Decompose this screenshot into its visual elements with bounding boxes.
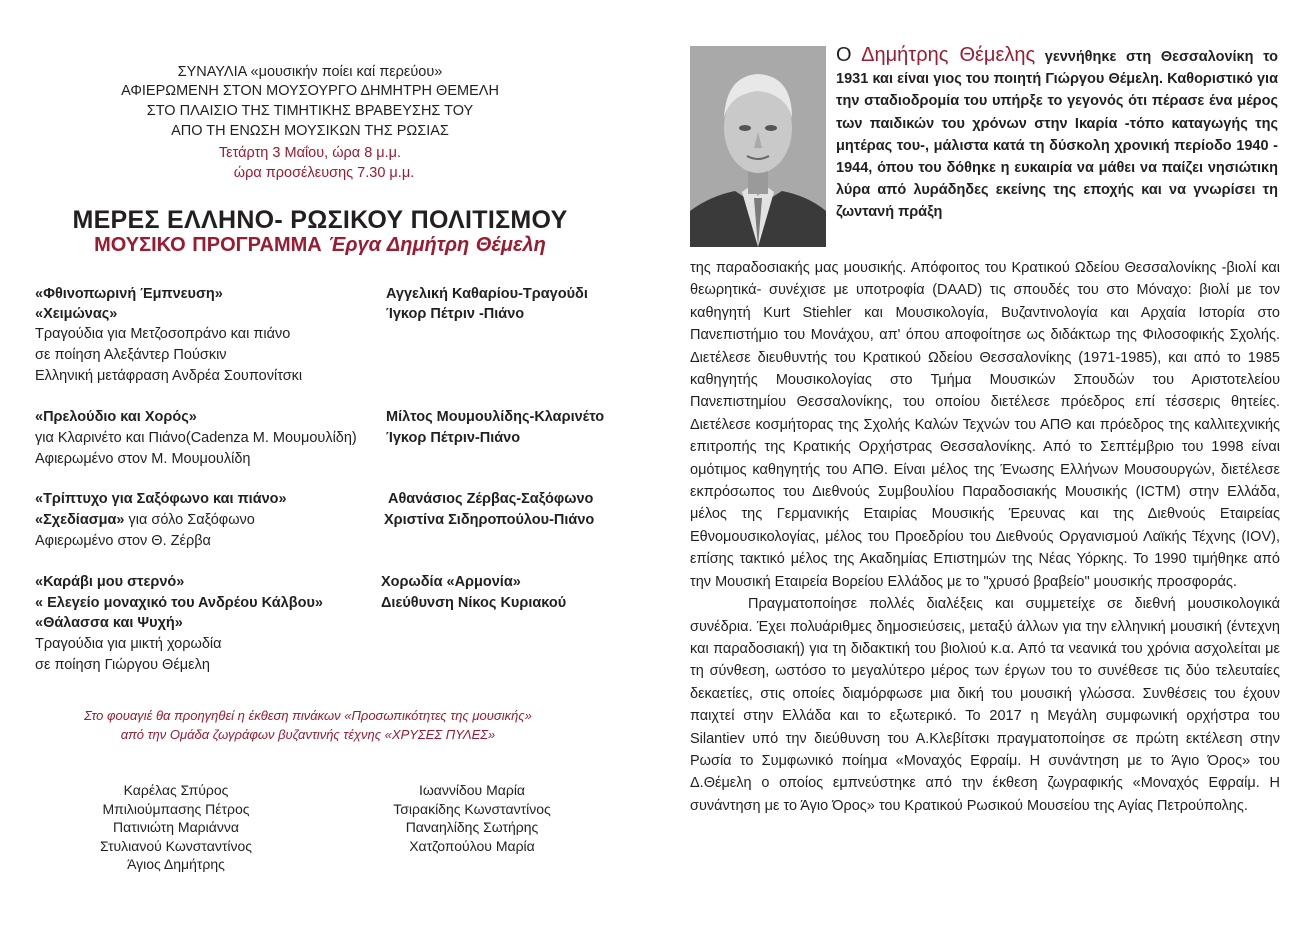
intro-text: Θεσσαλονίκη το 1931 και είναι γιος του ποιητή Γιώργου Θέμελη. Καθοριστικό για την σταδιοδρομία του υπήρξε το γεγονός ότι πέρασε ένα μέρος των παιδικών του χρόνων στην Ικαρία -τόπο καταγωγής της μητέρας του-, μάλιστα κατά τη δύσκολη χρονική περίοδο 1940 - 1944, όπου του δόθηκε η ευκαιρία να μάθει να παίζει νησιώτικη λύρα από λυράδηδες εκείνης της εποχής και να γνωρίσει τη ζωντανή πράξη [836, 49, 1279, 221]
dedication-line: ΑΦΙΕΡΩΜΕΝΗ ΣΤΟΝ ΜΟΥΣΟΥΡΓΟ ΔΗΜΗΤΡΗ ΘΕΜΕΛΗ [121, 83, 499, 99]
painter-name: Στυλιανού Κωνσταντίνος [99, 837, 253, 854]
composer-name-text: Δημήτρης Θέμελης [861, 44, 1036, 66]
arrival-time: ώρα προσέλευσης 7.30 μ.μ. [233, 165, 415, 181]
performer: Αθανάσιος Ζέρβας-Σαξόφωνο [388, 491, 594, 507]
performer: Μίλτος Μουμουλίδης-Κλαρινέτο [386, 409, 605, 425]
painter-name: Χατζοπούλου Μαρία [409, 837, 535, 854]
work-title: «Σχεδίασμα» [35, 512, 125, 528]
subtitle-italic: Έργα Δημήτρη Θέμελη [328, 234, 546, 256]
work-title: «Καράβι μου στερνό» [35, 574, 185, 590]
composer-portrait [690, 46, 826, 247]
exhibition-note: από την Ομάδα ζωγράφων βυζαντινής τέχνης «ΧΡΥΣΕΣ ΠΥΛΕΣ» [120, 727, 496, 742]
performer: Διεύθυνση Νίκος Κυριακού [381, 595, 567, 611]
biography-body [690, 257, 1280, 817]
organizer-line: ΑΠΟ ΤΗ ΕΝΩΣΗ ΜΟΥΣΙΚΩΝ ΤΗΣ ΡΩΣΙΑΣ [171, 123, 449, 139]
performer: Χορωδία «Αρμονία» [381, 574, 521, 590]
page-title: ΜΕΡΕΣ ΕΛΛΗΝΟ- ΡΩΣΙΚΟΥ ΠΟΛΙΤΙΣΜΟΥ [72, 206, 568, 234]
painters-list-left [60, 781, 292, 874]
exhibition-note: Στο φουαγιέ θα προηγηθεί η έκθεση πινάκων «Προσωπικότητες της μουσικής» [84, 708, 532, 723]
occasion-line: ΣΤΟ ΠΛΑΙΣΙΟ ΤΗΣ ΤΙΜΗΤΙΚΗΣ ΒΡΑΒΕΥΣΗΣ ΤΟΥ [146, 103, 474, 119]
concert-program-page [0, 0, 640, 927]
work-title: « Ελεγείο μοναχικό του Ανδρέου Κάλβου» [35, 595, 323, 611]
work-title: «Πρελούδιο και Χορός» [35, 409, 197, 425]
painter-name: Τσιρακίδης Κωνσταντίνος [393, 800, 551, 817]
performer: Ίγκορ Πέτριν-Πιάνο [386, 430, 521, 446]
painter-name: Καρέλας Σπύρος [123, 782, 229, 798]
work-description: για σόλο Σαξόφωνο [124, 512, 255, 528]
work-description: Τραγούδια για μικτή χορωδία [35, 636, 222, 652]
work-description: Αφιερωμένο στον Θ. Ζέρβα [35, 533, 211, 549]
work-title: «Τρίπτυχο για Σαξόφωνο και πιάνο» [35, 491, 287, 507]
painter-name: Άγιος Δημήτρης [127, 856, 225, 872]
work-line [35, 510, 255, 530]
lead-article: Ο [836, 44, 852, 66]
event-date: Τετάρτη 3 Μαΐου, ώρα 8 μ.μ. [218, 145, 402, 161]
portrait-image [690, 46, 826, 247]
composer-name [861, 44, 1035, 66]
work-title: «Φθινοπωρινή Έμπνευση» [35, 286, 223, 302]
performer: Χριστίνα Σιδηροπούλου-Πιάνο [384, 512, 595, 528]
biography-page [690, 0, 1280, 927]
bio-paragraph: της παραδοσιακής μας μουσικής. Απόφοιτος του Κρατικού Ωδείου Θεσσαλονίκης -βιολί και θεωρητικά- συνέχισε με υποτροφία (DAAD) τις σπουδές του στο Μόναχο: βιολί με τον καθηγητή Kurt Stiehler και Μουσικολογία, Βυζαντινολογία και Αρχαία Ιστορία στο Πανεπιστήμιο του Μονάχου, απ' όπου αποφοίτησε ως διδάκτωρ της Φιλοσοφικής Σχολής. Διετέλεσε διευθυντής του Κρατικού Ωδείου Θεσσαλονίκης (1971-1985), και από το 1985 καθηγητής Μουσικολογίας στο Τμήμα Μουσικών Σπουδών του Αριστοτελείου Πανεπιστημίου Θεσσαλονίκης, του οποίου διετέλεσε πρόεδρος επί τέσσερις θητείες. Διετέλεσε κοσμήτορας της Σχολής Καλών Τεχνών του ΑΠΘ και πρόεδρος της καλλιτεχνικής επιτροπής της Κρατικής Ορχήστρας Θεσσαλονίκης. Από το Σεπτέμβριο του 1998 είναι ομότιμος καθηγητής του ΑΠΘ. Είναι μέλος της Ένωσης Ελλήνων Μουσουργών, διετέλεσε εκπρόσωπος του Διεθνούς Συμβουλίου Παραδοσιακής Μουσικής (ICTM) στην Ελλάδα, μέλος της Γερμανικής Εταιρίας Μουσικής Έρευνας και της Διεθνούς Εταιρείας Εθνομουσικολογίας, μέλος του Προεδρίου του Διεθνούς Οργανισμού Λαϊκής Τέχνης (IOV), επίσης τακτικό μέλος της Ακαδημίας Επιστημών της Νέας Υόρκης. Το 1990 τιμήθηκε από την Μουσική Εταιρεία Βορείου Ελλάδος με το "χρυσό βραβείο" μουσικής προσφοράς. [690, 260, 1280, 590]
concert-heading: ΣΥΝΑΥΛΙΑ «μουσικήν ποίει καί περεύου» [177, 64, 443, 80]
work-description: Τραγούδια για Μετζοσοπράνο και πιάνο [35, 326, 291, 342]
work-title: «Χειμώνας» [35, 306, 118, 322]
work-title: «Θάλασσα και Ψυχή» [35, 615, 183, 631]
work-description: για Κλαρινέτο και Πιάνο(Cadenza Μ. Μουμουλίδη) [35, 430, 357, 446]
work-description: Αφιερωμένο στον Μ. Μουμουλίδη [35, 451, 251, 467]
painter-name: Παναηλίδης Σωτήρης [405, 819, 539, 835]
work-description: σε ποίηση Αλεξάντερ Πούσκιν [35, 347, 227, 363]
work-description: Ελληνική μετάφραση Ανδρέα Σουπονίτσκι [35, 368, 303, 384]
painter-name: Πατινιώτη Μαριάννα [113, 819, 239, 835]
program-subtitle [0, 234, 640, 257]
performer: Αγγελική Καθαρίου-Τραγούδι [386, 286, 588, 302]
painter-name: Ιωαννίδου Μαρία [418, 782, 526, 798]
bio-paragraph: Πραγματοποίησε πολλές διαλέξεις και συμμετείχε σε διεθνή μουσικολογικά συνέδρια. Έχει πολυάριθμες δημοσιεύσεις, μεταξύ άλλων για την ελληνική μουσική (έντεχνη και παραδοσιακή) για τη διδακτική του βιολιού κ.α. Από τα νεανικά του χρόνια ασχολείται με τη σύνθεση, ωστόσο το μεγαλύτερο μέρος των έργων του το συνέθεσε τις δύο τελευταίες δεκαετίες, στις οποίες διαμόρφωσε μια δική του μουσική γλώσσα. Συνθέσεις του έχουν παιχτεί στην Ελλάδα και το εξωτερικό. Το 2017 η Μεγάλη συμφωνική ορχήστρα του Silantiev υπό την διεύθυνση του Α.Κλεβίτσκι πραγματοποίησε σε πρώτη εκτέλεση στην Ρωσία το Συμφωνικό ποίημα «Μοναχός Εφραίμ. Η συνάντηση με το Άγιο Όρος» του Δ.Θέμελη ο οποίος εμπνεύστηκε από την έκθεση ζωγραφικής «Μοναχός Εφραίμ. Η συνάντηση με το Άγιο Όρος» του Κρατικού Ρωσικού Μουσείου της Αγίας Πετρούπολης. [690, 596, 1280, 814]
painter-name: Μπιλιούμπασης Πέτρος [102, 800, 250, 817]
subtitle-main: ΜΟΥΣΙΚΟ ΠΡΟΓΡΑΜΜΑ [94, 234, 322, 256]
performer: Ίγκορ Πέτριν -Πιάνο [386, 306, 525, 322]
painters-list-right [356, 781, 588, 855]
biography-intro [836, 44, 1278, 224]
work-description: σε ποίηση Γιώργου Θέμελη [35, 657, 210, 673]
lead-rest: γεννήθηκε στη [1044, 49, 1152, 65]
